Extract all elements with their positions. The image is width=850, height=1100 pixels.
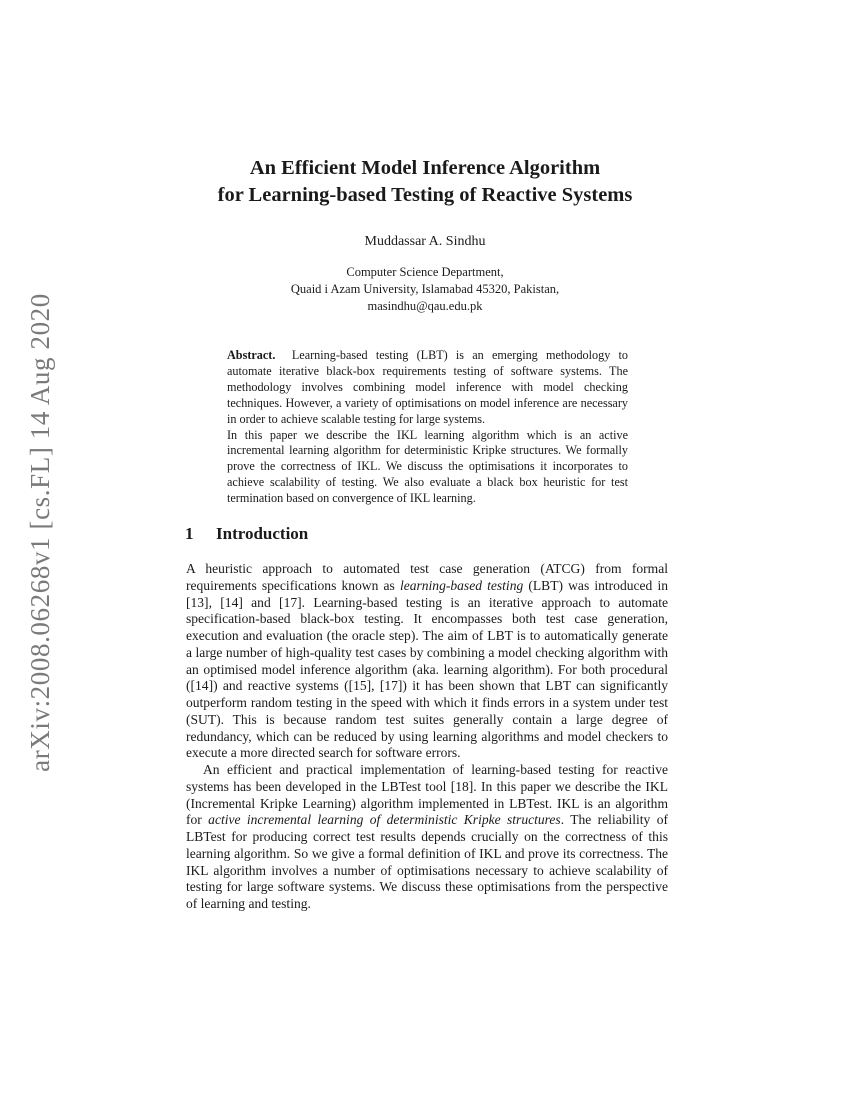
intro-paragraph-2 [186,762,668,913]
paper-title-line-2: for Learning-based Testing of Reactive Systems [217,184,633,206]
affiliation-institution: Quaid i Azam University, Islamabad 45320, Pakistan, [290,282,560,296]
intro-p2-emphasis: active incremental learning of deterministic Kripke structures [208,812,561,828]
intro-p1-text-a: A heuristic approach to automated test case generation (ATCG) from formal requirements specifications known as [186,561,668,593]
author-name: Muddassar A. Sindhu [364,234,486,249]
intro-p2-text-a: An efficient and practical implementation of learning-based testing for reactive systems has been developed in the LBTest tool [18]. In this paper we describe the IKL (Incremental Kripke Learning) algorithm implemented in LBTest. IKL is an algorithm for [186,762,668,828]
affiliation-block [0,264,850,315]
abstract [227,348,628,507]
section-number: 1 [185,524,194,543]
abstract-text-1: Learning-based testing (LBT) is an emerging methodology to automate iterative black-box requirements testing of software systems. The methodology involves combining model inference with model checking techniques. However, a variety of optimisations on model inference are necessary in order to achieve scalable testing for large systems. [227,348,629,426]
arxiv-identifier [18,295,62,770]
abstract-label: Abstract. [227,348,276,362]
affiliation-email: masindhu@qau.edu.pk [367,299,483,313]
paper-title-line-1: An Efficient Model Inference Algorithm [249,157,601,179]
intro-p1-emphasis: learning-based testing [399,577,524,593]
introduction-body [186,561,668,913]
intro-paragraph-1 [186,561,668,762]
intro-p1-text-b: (LBT) was introduced in [13], [14] and [17]. Learning-based testing is an iterative approach to automate specification-based black-box testing. It encompasses both test case generation, execution and evaluation (the oracle step). The aim of LBT is to automatically generate a large number of high-quality test cases by combining a model checking algorithm with an optimised model inference algorithm (aka. learning algorithm). For both procedural ([14]) and reactive systems ([15], [17]) it has been shown that LBT can significantly outperform random testing in the speed with which it finds errors in a system under test (SUT). This is because random test suites generally contain a large degree of redundancy, which can be reduced by using learning algorithms and model checkers to execute a more directed search for software errors. [186,577,668,761]
abstract-paragraph-2: In this paper we describe the IKL learning algorithm which is an active incremental learning algorithm for deterministic Kripke structures. We formally prove the correctness of IKL. We discuss the optimisations it incorporates to achieve scalability of testing. We also evaluate a black box heuristic for test termination based on convergence of IKL learning. [227,427,628,506]
intro-p2-text-b: . The reliability of LBTest for producing correct test results depends crucially on the correctness of this learning algorithm. So we give a formal definition of IKL and prove its correctness. The IKL algorithm involves a number of optimisations necessary to achieve scalability of testing for large software systems. We discuss these optimisations from the perspective of learning and testing. [186,812,668,911]
section-heading-introduction [185,524,308,544]
affiliation-department: Computer Science Department, [346,265,504,279]
section-title: Introduction [216,524,309,543]
abstract-paragraph-1 [227,348,628,428]
arxiv-identifier-text: arXiv:2008.06268v1 [cs.FL] 14 Aug 2020 [24,293,55,772]
